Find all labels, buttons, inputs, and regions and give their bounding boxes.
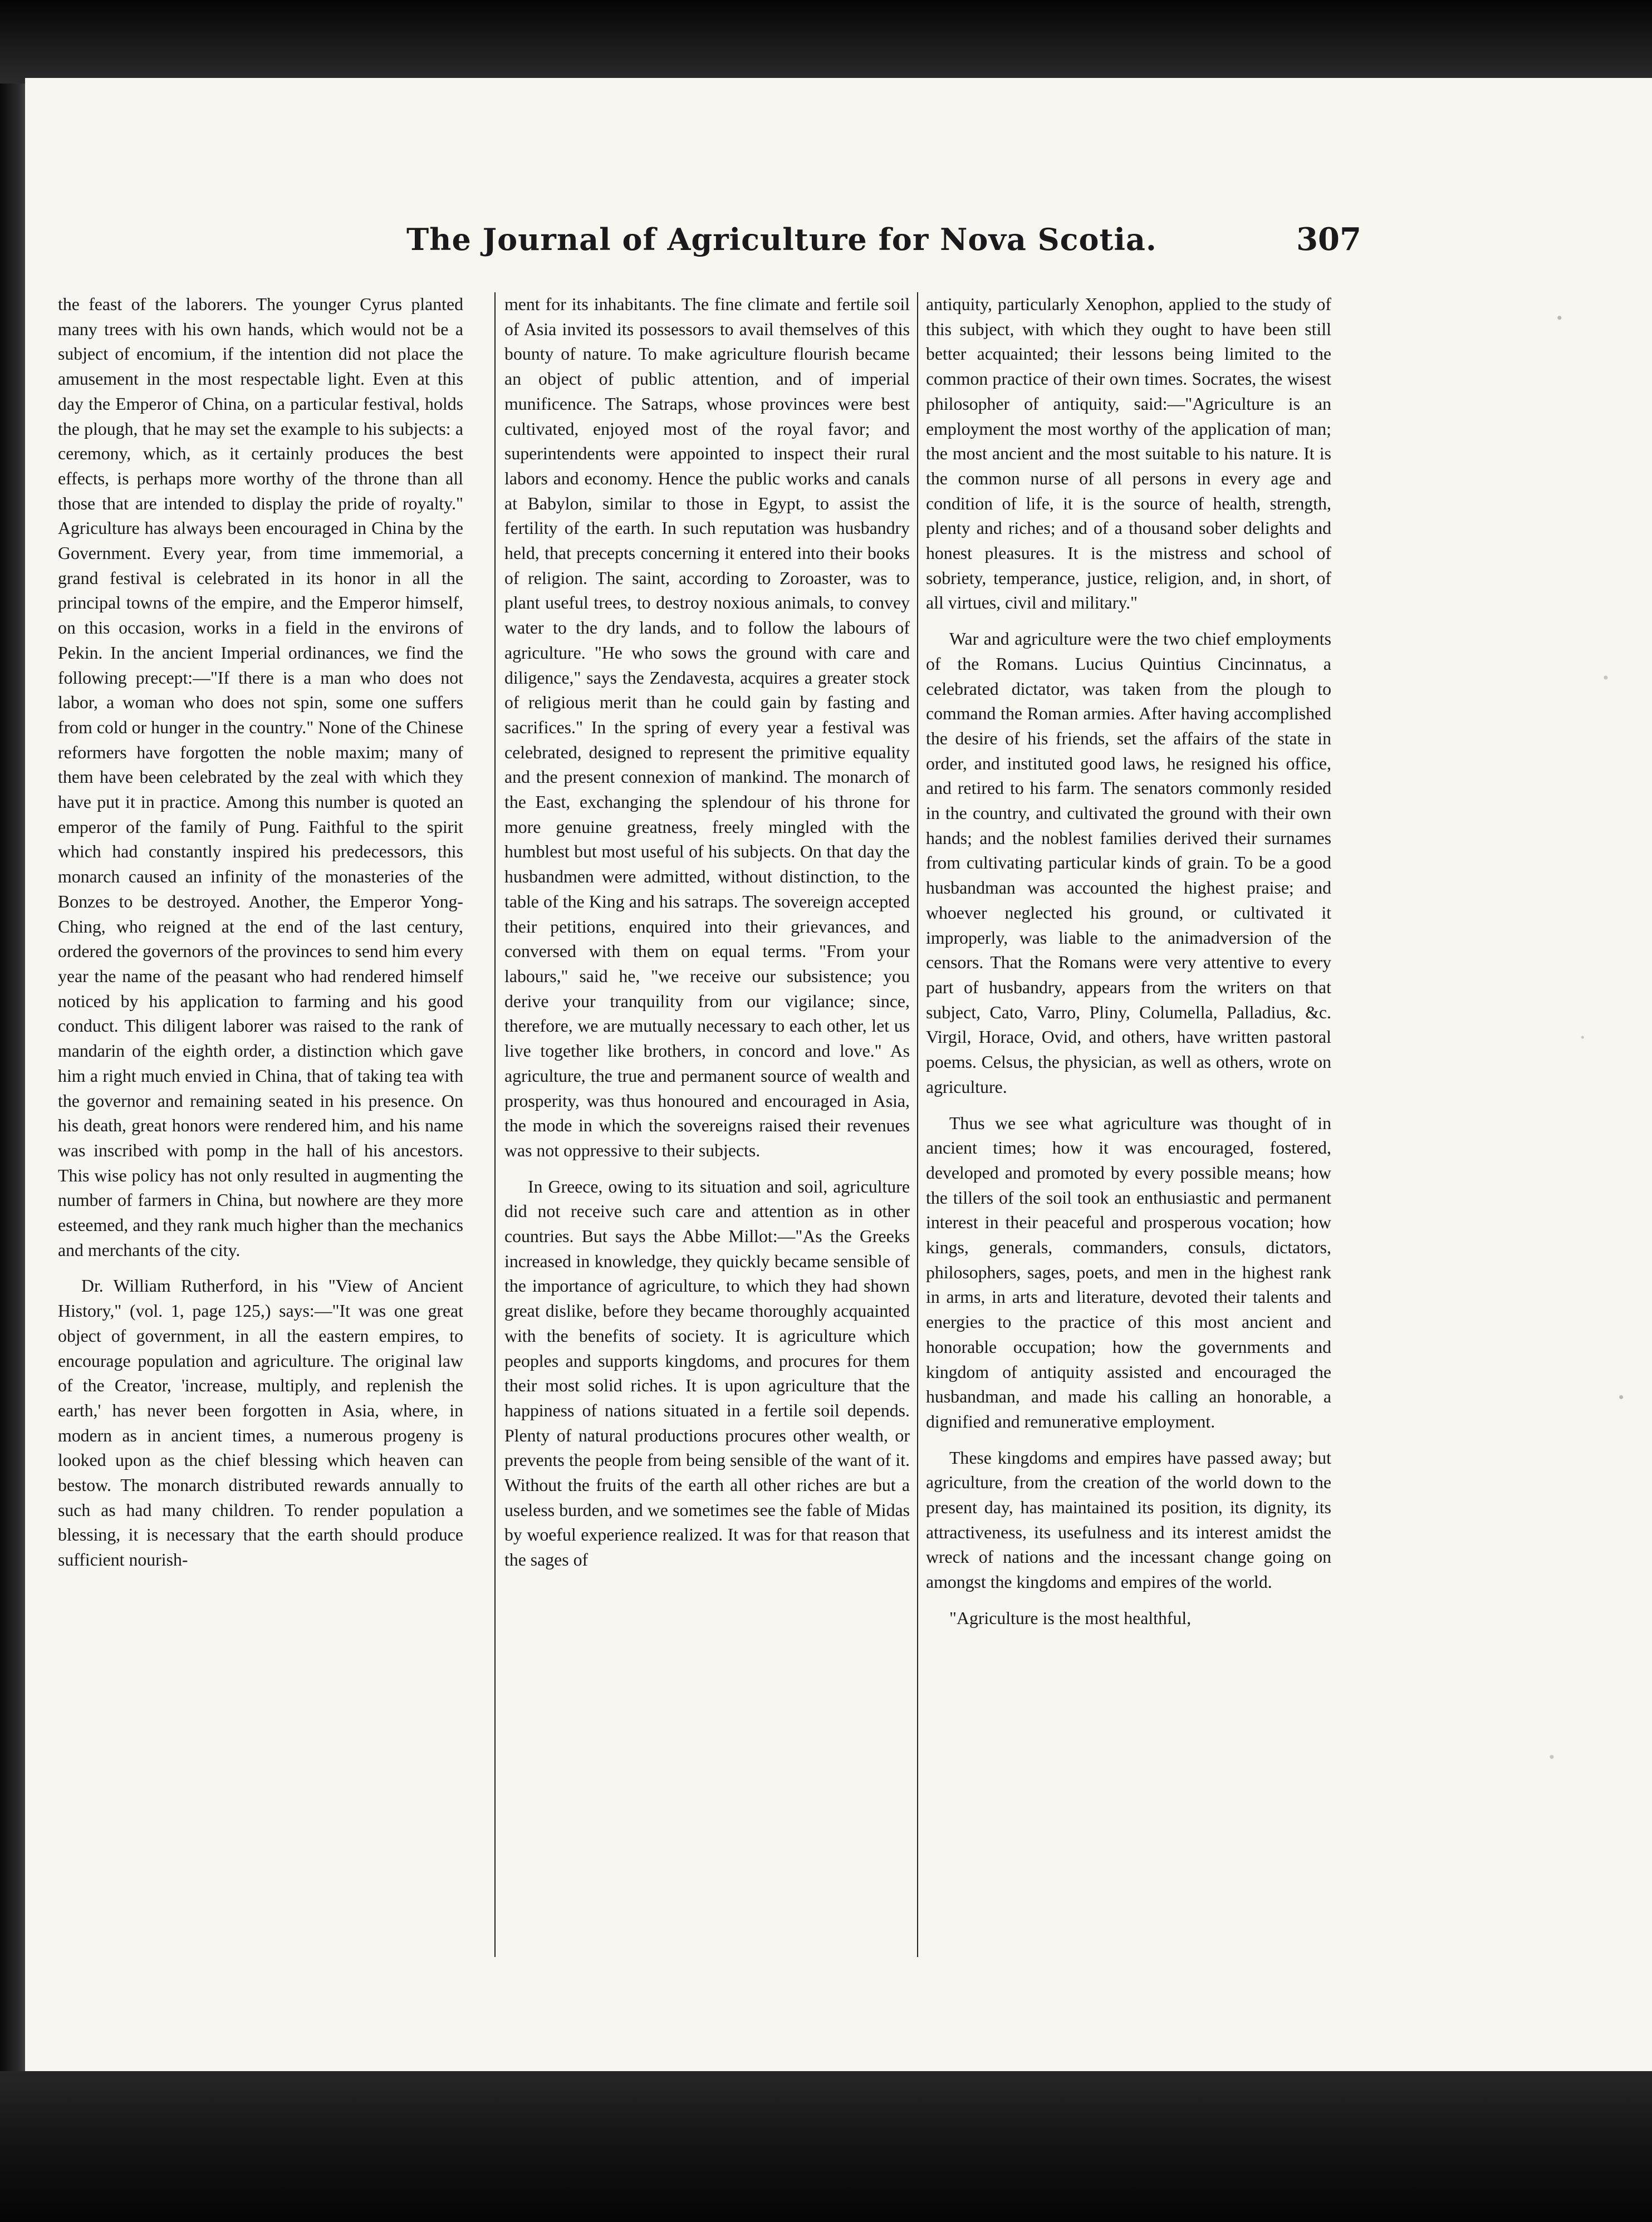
- journal-title: The Journal of Agriculture for Nova Scotia.: [406, 222, 1157, 257]
- running-header: [47, 220, 1361, 264]
- paragraph: Thus we see what agriculture was thought of in ancient times; how it was encouraged, fostered, developed and promoted by every possible means; how the tillers of the soil took an enthusiastic and permanent interest in their peaceful and prosperous vocation; how kings, generals, commanders, consuls, dictators, philosophers, sages, poets, and men in the highest rank in arms, in arts and literature, devoted their talents and energies to the practice of this most ancient and honorable occupation; how the governments and kingdom of antiquity assisted and encouraged the husbandman, and made his calling an honorable, a dignified and remunerative employment.: [926, 1113, 1331, 1431]
- paragraph: Dr. William Rutherford, in his "View of Ancient History," (vol. 1, page 125,) says:—"It was one great object of government, in all the eastern empires, to encourage population and agriculture. The original law of the Creator, 'increase, multiply, and replenish the earth,' has never been forgotten in Asia, where, in modern as in ancient times, a numerous progeny is looked upon as the chief blessing which heaven can bestow. The monarch distributed rewards annually to such as had many children. To render population a blessing, it is necessary that the earth should produce sufficient nourish-: [58, 1276, 463, 1570]
- paragraph: antiquity, particularly Xenophon, applied to the study of this subject, with which they ought to have been still better acquainted; their lessons being limited to the common practice of their own times. Socrates, the wisest philosopher of antiquity, said:—"Agriculture is an employment the most worthy of the application of man; the most ancient and the most suitable to his nature. It is the common nurse of all persons in every age and condition of life, it is the source of health, strength, plenty and riches; and of a thousand sober delights and honest pleasures. It is the mistress and school of sobriety, temperance, justice, religion, and, in short, of all virtues, civil and military.": [926, 295, 1331, 613]
- paragraph: ment for its inhabitants. The fine climate and fertile soil of Asia invited its possessors to avail themselves of this bounty of nature. To make agriculture flourish became an object of public attention, and of imperial munificence. The Satraps, whose provinces were best cultivated, enjoyed most of the royal favor; and superintendents were appointed to inspect their rural labors and economy. Hence the public works and canals at Babylon, similar to those in Egypt, to assist the fertility of the earth. In such reputation was husbandry held, that precepts concerning it entered into their books of religion. The saint, according to Zoroaster, was to plant useful trees, to destroy noxious animals, to convey water to the dry lands, and to follow the labours of agriculture. "He who sows the ground with care and diligence," says the Zendavesta, acquires a greater stock of religious merit than he could gain by fasting and sacrifices." In the spring of every year a festival was celebrated, designed to represent the primitive equality and the present connexion of mankind. The monarch of the East, exchanging the splendour of his throne for more genuine greatness, freely mingled with the humblest but most useful of his subjects. On that day the husbandmen were admitted, without distinction, to the table of the King and his satraps. The sovereign accepted their petitions, enquired into their grievances, and conversed with them on equal terms. "From your labours," said he, "we receive our subsistence; you derive your tranquility from our vigilance; since, therefore, we are mutually necessary to each other, let us live together like brothers, in concord and love." As agriculture, the true and permanent source of wealth and prosperity, was thus honoured and encouraged in Asia, the mode in which the sovereigns raised their revenues was not oppressive to their subjects.: [504, 295, 910, 1160]
- page-number: 307: [1296, 221, 1361, 258]
- paragraph: "Agriculture is the most healthful,: [949, 1608, 1192, 1628]
- scan-border-bottom: [0, 2071, 1652, 2222]
- column-rule: [917, 292, 918, 1957]
- paragraph: War and agriculture were the two chief employments of the Romans. Lucius Quintius Cincinnatus, a celebrated dictator, was taken from the plough to command the Roman armies. After having accomplished the desire of his friends, set the affairs of the state in order, and instituted good laws, he resigned his office, and retired to his farm. The senators commonly resided in the country, and cultivated the ground with their own hands; and the noblest families derived their surnames from cultivating particular kinds of grain. To be a good husbandman was accounted the highest praise; and whoever neglected his ground, or cultivated it improperly, was liable to the animadversion of the censors. That the Romans were very attentive to every part of husbandry, appears from the writers on that subject, Cato, Varro, Pliny, Columella, Palladius, &c. Virgil, Horace, Ovid, and others, have written pastoral poems. Celsus, the physician, as well as others, wrote on agriculture.: [926, 629, 1331, 1097]
- scan-border-top: [0, 0, 1652, 86]
- paragraph: In Greece, owing to its situation and soil, agriculture did not receive such care and attention as in other countries. But says the Abbe Millot:—"As the Greeks increased in knowledge, they quickly became sensible of the importance of agriculture, to which they had shown great dislike, before they became thoroughly acquainted with the benefits of society. It is agriculture which peoples and supports kingdoms, and procures for them their most solid riches. It is upon agriculture that the happiness of nations situated in a fertile soil depends. Plenty of natural productions procures other wealth, or prevents the people from being sensible of the want of it. Without the fruits of the earth all other riches are but a useless burden, and we sometimes see the fable of Midas by woeful experience realized. It was for that reason that the sages of: [504, 1176, 910, 1570]
- page-edge-specks: [1498, 78, 1652, 2077]
- text-column-2: [504, 292, 910, 1940]
- text-column-3: [926, 292, 1331, 1940]
- text-column-1: [58, 292, 463, 1940]
- paragraph: the feast of the laborers. The younger Cyrus planted many trees with his own hands, which would not be a subject of encomium, if the intention did not place the amusement in the most respectable light. Even at this day the Emperor of China, on a particular festival, holds the plough, that he may set the example to his subjects: a ceremony, which, as it certainly produces the best effects, is perhaps more worthy of the throne than all those that are intended to display the pride of royalty." Agriculture has always been encouraged in China by the Government. Every year, from time immemorial, a grand festival is celebrated in its honor in all the principal towns of the empire, and the Emperor himself, on this occasion, works in a field in the environs of Pekin. In the ancient Imperial ordinances, we find the following precept:—"If there is a man who does not labor, a woman who does not spin, some one suffers from cold or hunger in the country." None of the Chinese reformers have forgotten the noble maxim; many of them have been celebrated by the zeal with which they have put it in practice. Among this number is quoted an emperor of the family of Pung. Faithful to the spirit which had constantly inspired his predecessors, this monarch caused an infinity of the monasteries of the Bonzes to be destroyed. Another, the Emperor Yong-Ching, who reigned at the end of the last century, ordered the governors of the provinces to send him every year the name of the peasant who had rendered himself noticed by his application to farming and his good conduct. This diligent laborer was raised to the rank of mandarin of the eighth order, a distinction which gave him a right much envied in China, that of taking tea with the governor and remaining seated in his presence. On his death, great honors were rendered him, and his name was inscribed with pomp in the hall of his ancestors. This wise policy has not only resulted in augmenting the number of farmers in China, but nowhere are they more esteemed, and they rank much higher than the mechanics and merchants of the city.: [58, 295, 463, 1260]
- column-rule: [494, 292, 496, 1957]
- paragraph: These kingdoms and empires have passed away; but agriculture, from the creation of the world down to the present day, has maintained its position, its dignity, its attractiveness, its usefulness and its interest amidst the wreck of nations and the incessant change going on amongst the kingdoms and empires of the world.: [926, 1448, 1331, 1592]
